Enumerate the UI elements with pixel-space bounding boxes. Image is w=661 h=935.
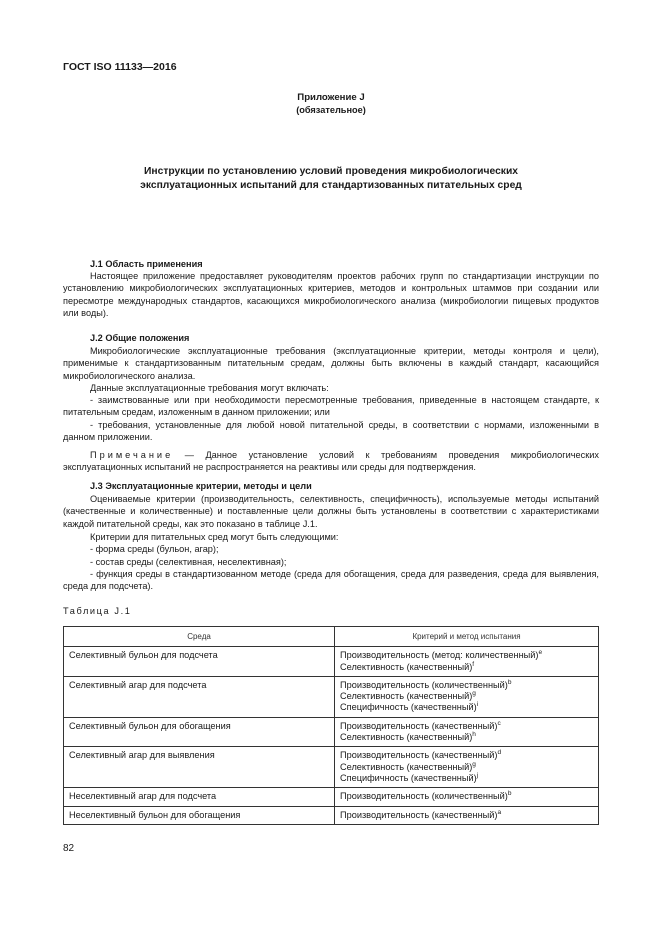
table-row xyxy=(64,747,599,788)
cell-medium: Селективный бульон для подсчета xyxy=(64,647,335,677)
section-heading-j2: J.2 Общие положения xyxy=(90,333,190,343)
table-caption: Таблица J.1 xyxy=(63,606,132,616)
standard-designation: ГОСТ ISO 11133—2016 xyxy=(63,61,177,73)
annex-heading-line2: эксплуатационных испытаний для стандартизованных питательных сред xyxy=(140,180,522,191)
annex-title: Приложение J xyxy=(297,92,365,103)
table-row xyxy=(64,717,599,747)
section-j2-note xyxy=(63,449,599,474)
section-j3-paragraph-1: Оцениваемые критерии (производительность, селективность, специфичность), используемые методы испытаний (качественные и количественные) и поставленные цели должны быть установлены в соответствии с характеристиками каждой питательной среды, как это показано в таблице J.1. xyxy=(63,494,599,529)
table-row xyxy=(64,676,599,717)
cell-criteria xyxy=(335,747,599,788)
criterion: Селективность (качественный)$^f$ xyxy=(340,660,475,672)
section-j3-list-item-1: - форма среды (бульон, агар); xyxy=(90,544,219,554)
note-label: Примечание xyxy=(90,450,174,460)
section-j2-list-item-1: - заимствованные или при необходимости пересмотренные требования, приведенные в настоящем стандарте, к питательным средам, изложенным в данном приложении; или xyxy=(63,395,599,418)
section-j2-paragraph-2: Данные эксплуатационные требования могут включать: xyxy=(90,383,329,393)
criteria-table xyxy=(63,626,599,825)
table-row xyxy=(64,647,599,677)
criterion: Производительность (качественный)$^c$ xyxy=(340,719,501,731)
criterion: Производительность (количественный)$^b$ xyxy=(340,678,512,690)
table-row xyxy=(64,806,599,824)
cell-medium: Неселективный агар для подсчета xyxy=(64,788,335,806)
cell-medium: Селективный бульон для обогащения xyxy=(64,717,335,747)
annex-heading xyxy=(63,165,599,193)
section-j3-list-item-2: - состав среды (селективная, неселективная); xyxy=(90,557,287,567)
cell-medium: Неселективный бульон для обогащения xyxy=(64,806,335,824)
section-heading-j3: J.3 Эксплуатационные критерии, методы и цели xyxy=(90,481,312,491)
cell-criteria xyxy=(335,717,599,747)
criterion: Селективность (качественный)$^g$ xyxy=(340,690,476,702)
cell-criteria xyxy=(335,647,599,677)
criterion: Производительность (качественный)$^d$ xyxy=(340,749,502,761)
cell-criteria xyxy=(335,806,599,824)
cell-criteria xyxy=(335,788,599,806)
criterion: Специфичность (качественный)$^j$ xyxy=(340,771,479,783)
cell-medium: Селективный агар для выявления xyxy=(64,747,335,788)
criterion: Селективность (качественный)$^h$ xyxy=(340,731,476,743)
column-header-criteria: Критерий и метод испытания xyxy=(335,627,599,647)
section-j3-paragraph-2: Критерии для питательных сред могут быть следующими: xyxy=(90,532,339,542)
note-text: — Данное установление условий к требованиям проведения микробиологических эксплуатационных испытаний не распространяется на реактивы или среды для подтверждения. xyxy=(63,450,599,473)
section-j2-paragraph-1: Микробиологические эксплуатационные требования (эксплуатационные критерии, методы контроля и цели), применимые к стандартизованным питательным средам, должны быть включены в каждый стандарт, касающийся микробиологического анализа. xyxy=(63,346,599,381)
criterion: Производительность (метод: количественный)$^e$ xyxy=(340,649,543,661)
annex-status: (обязательное) xyxy=(296,105,366,115)
annex-heading-line1: Инструкции по установлению условий проведения микробиологических xyxy=(143,166,519,177)
section-j1-paragraph: Настоящее приложение предоставляет руководителям проектов рабочих групп по стандартизации инструкции по установлению микробиологических эксплуатационных критериев, методов и контрольных штаммов при создании или пересмотре международных стандартов, касающихся микробиологического анализа (микробиологии пищевых продуктов или воды). xyxy=(63,271,599,319)
table-row xyxy=(64,788,599,806)
criterion: Производительность (качественный)$^a$ xyxy=(340,808,502,820)
criterion: Производительность (количественный)$^b$ xyxy=(340,790,512,802)
table-header-row xyxy=(64,627,599,647)
criterion: Селективность (качественный)$^g$ xyxy=(340,760,476,772)
cell-criteria xyxy=(335,676,599,717)
section-heading-j1: J.1 Область применения xyxy=(90,259,203,269)
section-j2-list-item-2: - требования, установленные для любой новой питательной среды, в соответствии с нормами, изложенными в данном приложении. xyxy=(63,420,599,443)
criterion: Специфичность (качественный)$^i$ xyxy=(340,701,479,713)
column-header-medium: Среда xyxy=(64,627,335,647)
page-number: 82 xyxy=(63,843,75,854)
cell-medium: Селективный агар для подсчета xyxy=(64,676,335,717)
section-j3-list-item-3: - функция среды в стандартизованном методе (среда для обогащения, среда для разведения, среда для выявления, среда для подсчета). xyxy=(63,569,599,592)
